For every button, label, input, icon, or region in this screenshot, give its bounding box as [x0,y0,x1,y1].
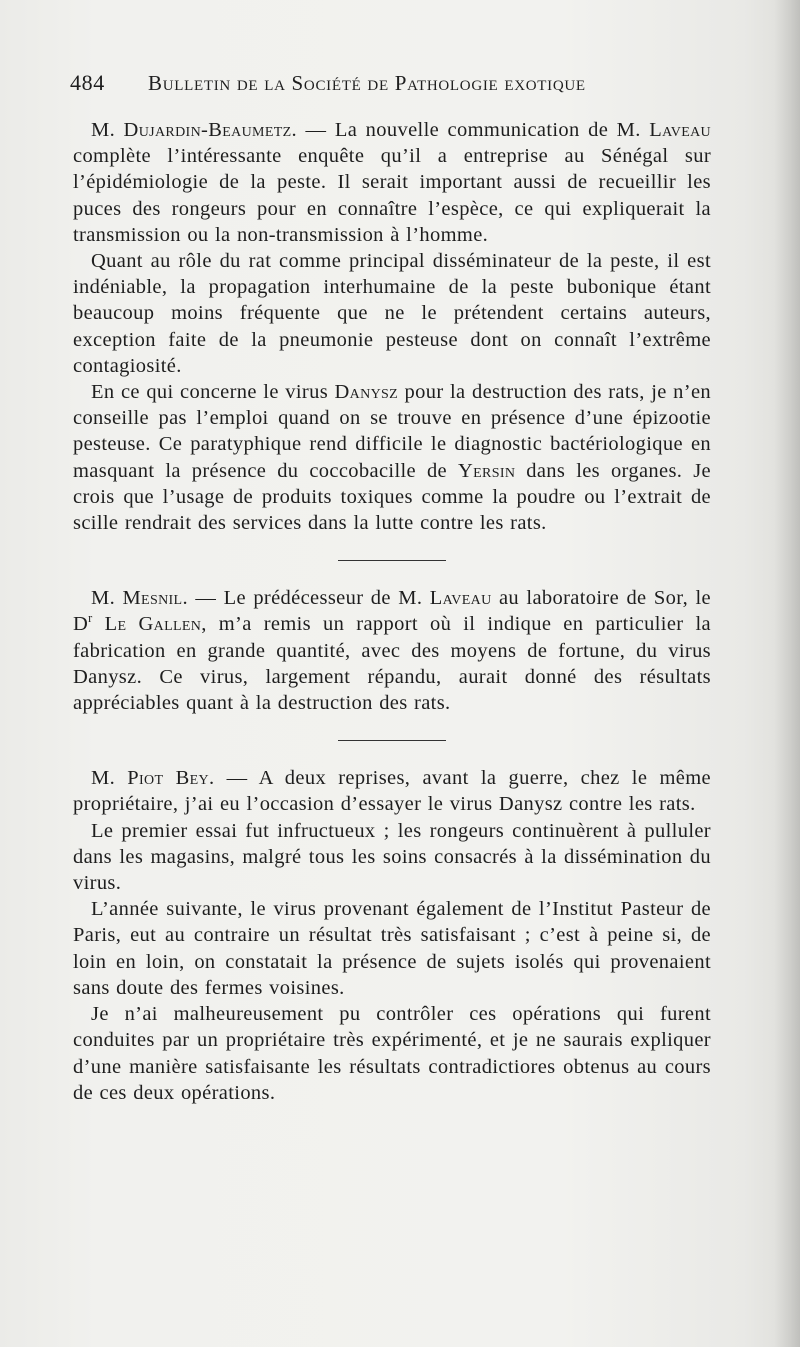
paragraph-piot-3: L’année suivante, le virus provenant également de l’Institut Pasteur de Paris, eut au contraire un résultat très satisfaisant ; c’est à peine si, de loin en loin, on constatait la présence de sujets isolés qui provenaient sans doute des fermes voisines. [73,898,711,999]
person-name: Danysz [334,381,399,404]
paragraph-dujardin-1 [73,117,711,248]
person-name: Le Gallen [104,613,202,636]
text-run: , m’a remis un rapport où il indique en particulier la fabrication en grande quantité, avec des moyens de fortune, du virus Danysz. Ce virus, largement répandu, aurait donné des résultats appréciables quant à la destruction des rats. [73,613,711,715]
text-run [93,613,105,635]
paragraph-piot-2: Le premier essai fut infructueux ; les rongeurs continuèrent à pulluler dans les magasins, malgré tous les soins consacrés à la dissémination du virus. [73,819,711,895]
page-header [70,70,720,100]
person-name: Laveau [429,587,492,610]
text-run: En ce qui concerne le virus [91,381,335,404]
running-title: Bulletin de la Société de Pathologie exotique [148,71,586,95]
text-run: — A deux reprises, avant la guerre, chez le même propriétaire, j’ai eu l’occasion d’essayer le virus Danysz contre les rats. [73,767,711,816]
paragraph-dujardin-3 [73,379,711,536]
paragraph-mesnil [73,585,711,716]
page-body [73,117,711,1106]
text-run: dans les organes. Je crois que l’usage de produits toxiques comme la poudre ou l’extrait de scille rendrait des services dans la lutte contre les rats. [73,459,711,535]
text-run: pour la destruction des rats, je n’en conseille pas l’emploi quand on se trouve en présence d’une épizootie pesteuse. Ce paratyphique rend difficile le diagnostic bactériologique en masquant la présence du coccobacille de [73,381,712,482]
text-run: complète l’intéressante enquête qu’il a entreprise au Sénégal sur l’épidémiologie de la peste. Il serait important aussi de recueillir les puces des rongeurs pour en connaître l’espèce, ce qui expliquerait la transmission ou la non-transmission à l’homme. [73,145,711,246]
paragraph-piot-1 [73,765,711,817]
section-divider [338,560,446,561]
person-name: Yersin [457,459,516,482]
paragraph-piot-4: Je n’ai malheureusement pu contrôler ces opérations qui furent conduites par un propriétaire très expérimenté, et je ne saurais expliquer d’une manière satisfaisante les résultats contradictiores obtenus au cours de ces deux opérations. [73,1003,711,1104]
text-run: au laboratoire de Sor, le D [73,587,711,636]
paragraph-dujardin-2: Quant au rôle du rat comme principal disséminateur de la peste, il est indéniable, la propagation interhumaine de la peste bubonique étant beaucoup moins fréquente que ne le prétendent certains auteurs, exception faite de la pneumonie pesteuse dont on connaît l’extrême contagiosité. [73,250,711,377]
page-edge-shadow [774,0,800,1347]
text-run: — Le prédécesseur de M. [187,587,430,610]
page-number: 484 [70,70,105,95]
text-run: — La nouvelle communication de M. [297,119,650,141]
section-divider [338,740,446,741]
superscript: r [88,611,93,626]
speaker-name: M. Piot Bey. [91,767,215,790]
person-name: Laveau [649,119,712,141]
speaker-name: M. Dujardin-Beaumetz. [91,119,298,141]
speaker-name: M. Mesnil. [91,587,188,610]
